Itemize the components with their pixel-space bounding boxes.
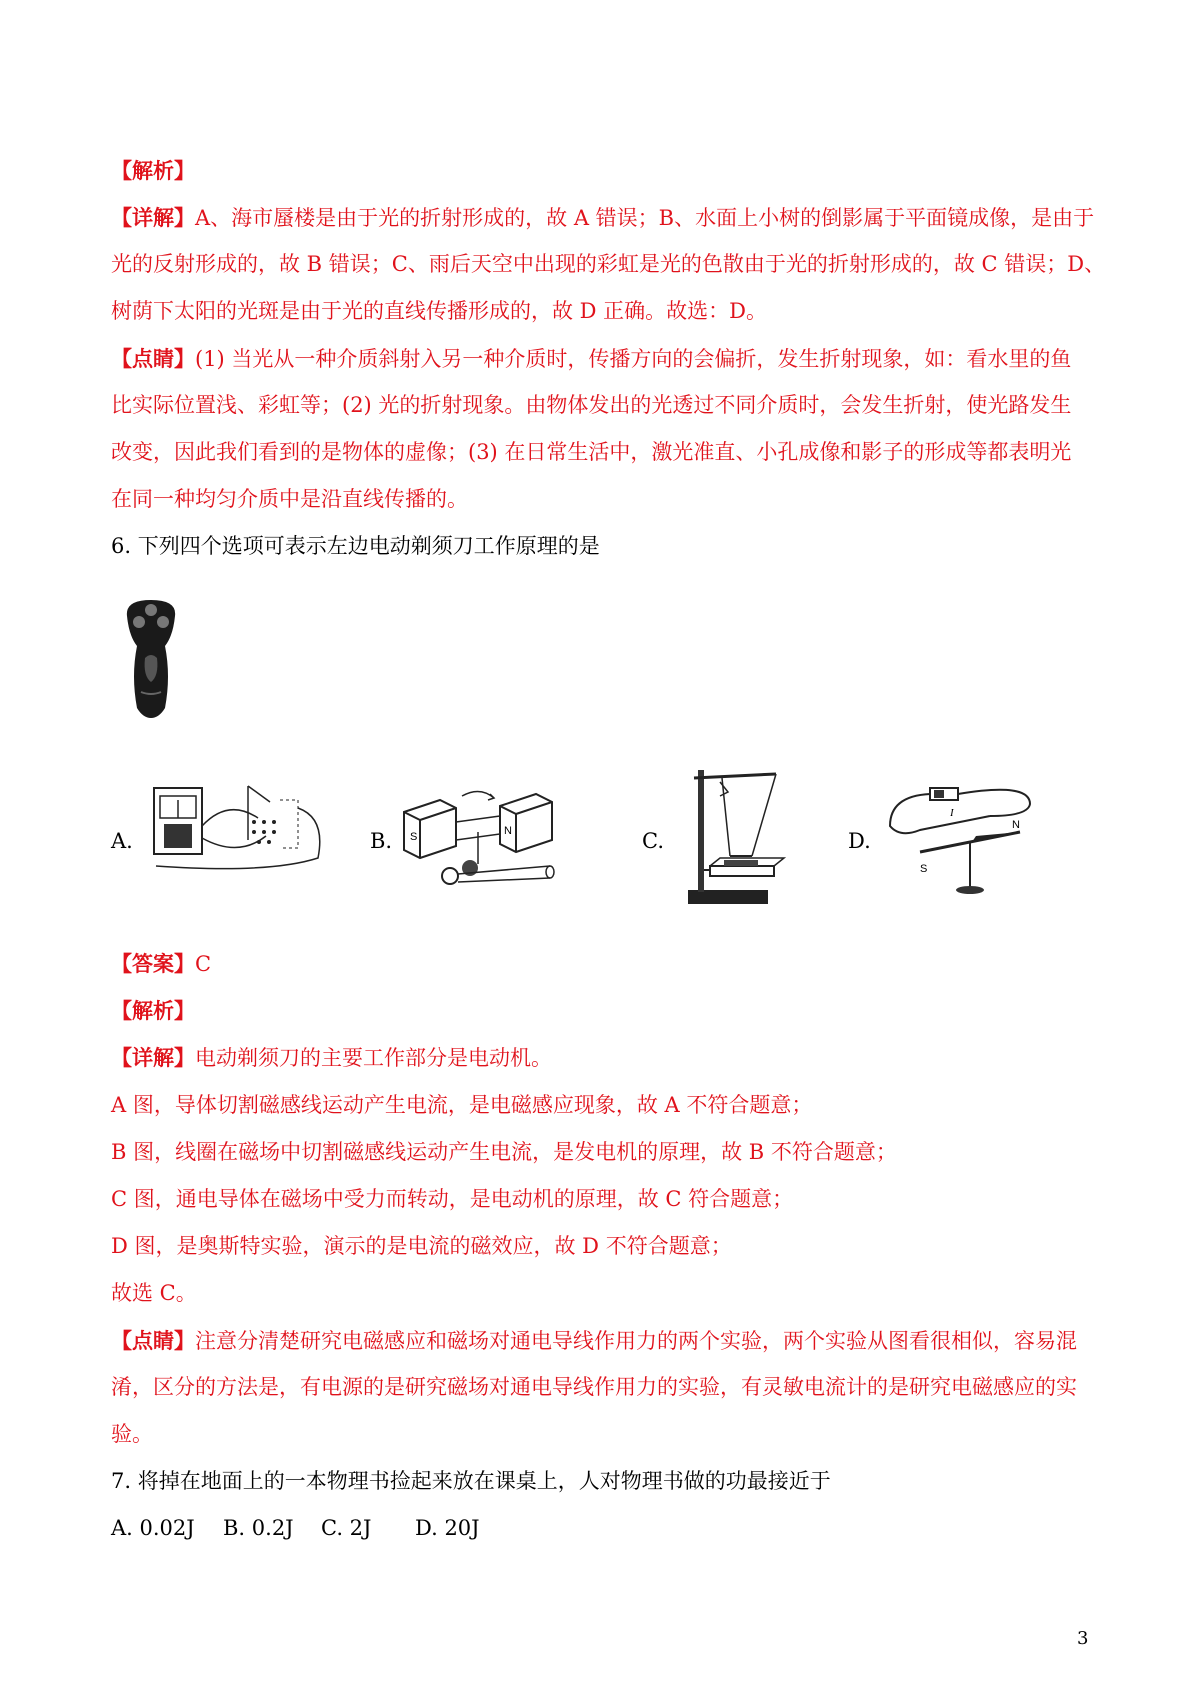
figure-c-motor-principle [680,762,790,907]
detail-line-1: 【详解】A、海市蜃楼是由于光的折射形成的，故 A 错误；B、水面上小树的倒影属于平面镜成像，是由于 [111,205,1095,230]
tip-line-1: 【点睛】(1) 当光从一种介质斜射入另一种介质时，传播方向的会偏折，发生折射现象，如：看水里的鱼 [111,346,1072,371]
answer-tag: 【答案】 [111,951,195,976]
detail-tag-q6: 【详解】 [111,1045,195,1070]
analysis-heading: 【解析】 [111,158,195,183]
detail-option-d: D 图，是奥斯特实验，演示的是电流的磁效应，故 D 不符合题意； [111,1234,732,1258]
magnet-s-label: S [410,831,418,843]
tip-line-3: 改变，因此我们看到的是物体的虚像；(3) 在日常生活中，激光准直、小孔成像和影子的形成等都表明光 [111,440,1072,464]
figure-d-oersted-experiment [880,776,1040,901]
answer-value: C [195,952,212,976]
question-7-choices [111,1518,480,1539]
choice-d: D. 20J [415,1516,480,1540]
figure-a-electromagnetic-induction [148,778,328,878]
tip-tag: 【点睛】 [111,346,195,371]
needle-n-label: N [1012,819,1020,831]
analysis-heading-q6: 【解析】 [111,998,195,1023]
detail-line-3: 树荫下太阳的光斑是由于光的直线传播形成的，故 D 正确。故选：D。 [111,299,768,323]
needle-s-label: S [920,863,928,875]
choice-c: C. 2J [321,1516,372,1540]
tip-q6-line-2: 淆，区分的方法是，有电源的是研究磁场对通电导线作用力的实验，有灵敏电流计的是研究电磁感应的实 [111,1375,1077,1399]
tip-q6-line-3: 验。 [111,1422,153,1446]
choice-b: B. 0.2J [223,1516,294,1540]
electric-shaver-image [115,596,187,722]
detail-line-q6: 【详解】电动剃须刀的主要工作部分是电动机。 [111,1045,552,1070]
detail-option-c: C 图，通电导体在磁场中受力而转动，是电动机的原理，故 C 符合题意； [111,1187,794,1211]
question-7: 7. 将掉在地面上的一本物理书捡起来放在课桌上，人对物理书做的功最接近于 [111,1469,831,1493]
choice-a: A. 0.02J [111,1516,195,1540]
detail-line-2: 光的反射形成的，故 B 错误；C、雨后天空中出现的彩虹是光的色散由于光的折射形成的，故 C 错误；D、 [111,252,1106,276]
magnet-n-label: N [504,825,512,837]
page-number: 3 [1077,1628,1089,1649]
detail-tag: 【详解】 [111,205,195,230]
figure-b-generator [400,782,575,888]
tip-line-2: 比实际位置浅、彩虹等；(2) 光的折射现象。由物体发出的光透过不同介质时，会发生折射，使光路发生 [111,393,1072,417]
option-a-label: A. [111,829,133,853]
tip-line-4: 在同一种均匀介质中是沿直线传播的。 [111,487,468,511]
detail-conclusion: 故选 C。 [111,1281,197,1305]
current-i-label: I [950,807,954,819]
option-b-label: B. [370,829,393,853]
question-6: 6. 下列四个选项可表示左边电动剃须刀工作原理的是 [111,534,600,558]
answer-line [111,953,211,975]
option-d-label: D. [848,829,871,853]
option-c-label: C. [642,829,664,853]
tip-q6-line-1: 【点睛】注意分清楚研究电磁感应和磁场对通电导线作用力的两个实验，两个实验从图看很相似，容易混 [111,1328,1077,1353]
detail-option-b: B 图，线圈在磁场中切割磁感线运动产生电流，是发电机的原理，故 B 不符合题意； [111,1140,897,1164]
detail-option-a: A 图，导体切割磁感线运动产生电流，是电磁感应现象，故 A 不符合题意； [111,1093,813,1117]
tip-tag-q6: 【点睛】 [111,1328,195,1353]
